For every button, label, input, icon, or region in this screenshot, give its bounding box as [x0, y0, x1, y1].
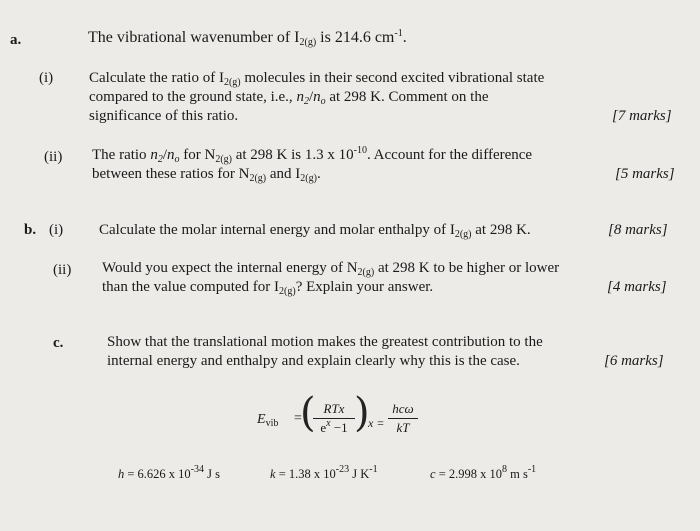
- part-a-ii-marks: [5 marks]: [615, 166, 675, 182]
- constant-c: c = 2.998 x $10^8$ m $s^{-1}$: [430, 464, 537, 481]
- part-b-ii-label: (ii): [53, 262, 72, 278]
- part-a-i-label: (i): [39, 70, 54, 86]
- formula-x-eq: x =: [368, 416, 385, 430]
- part-a-ii-line1: The ratio $n_2/n_o$ for $N_{2(g)}$ at 298 K is 1.3 x $10^{-10}$. Account for the difference: [92, 145, 533, 165]
- formula-den1: $e^x -1$: [320, 418, 348, 435]
- part-b-i-text: Calculate the molar internal energy and molar enthalpy of $I_{2(g)}$ at 298 K.: [99, 222, 531, 240]
- formula-evib: $E_{vib}$: [257, 412, 279, 429]
- part-b-i-marks: [8 marks]: [608, 222, 668, 238]
- formula-num2: hcω: [388, 401, 418, 419]
- formula-num1: RTx: [313, 401, 355, 419]
- part-a-i-line3: significance of this ratio.: [89, 108, 239, 124]
- formula-frac1: [313, 401, 355, 436]
- part-c-label: c.: [53, 335, 64, 351]
- part-a-i-line1: Calculate the ratio of $I_{2(g)}$ molecules in their second excited vibrational state: [89, 70, 545, 88]
- formula-den2: kT: [396, 420, 410, 435]
- part-b-ii-marks: [4 marks]: [607, 279, 667, 295]
- part-b-label: b.: [24, 222, 37, 238]
- formula-right-paren: ): [354, 390, 370, 436]
- part-c-marks: [6 marks]: [604, 353, 664, 369]
- part-a-i-line2: compared to the ground state, i.e., $n_2/n_o$ at 298 K. Comment on the: [89, 89, 489, 107]
- part-c-line1: Show that the translational motion makes the greatest contribution to the: [107, 334, 543, 350]
- formula-frac2: [388, 401, 418, 436]
- part-a-intro: The vibrational wavenumber of $I_{2(g)}$ is 214.6 $cm^{-1}$.: [88, 28, 407, 48]
- part-a-i-marks: [7 marks]: [612, 108, 672, 124]
- part-b-ii-line1: Would you expect the internal energy of $N_{2(g)}$ at 298 K to be higher or lower: [102, 260, 560, 278]
- constant-h: h = 6.626 x $10^{-34}$ J s: [118, 464, 221, 481]
- part-a-ii-line2: between these ratios for $N_{2(g)}$ and $I_{2(g)}$.: [92, 166, 321, 184]
- formula-left-paren: (: [300, 390, 316, 436]
- part-a-ii-label: (ii): [44, 149, 63, 165]
- part-b-i-label: (i): [49, 222, 64, 238]
- part-a-label: a.: [10, 32, 22, 48]
- formula-eq1: =: [294, 411, 302, 426]
- part-b-ii-line2: than the value computed for $I_{2(g)}$? Explain your answer.: [102, 279, 434, 297]
- part-c-line2: internal energy and enthalpy and explain clearly why this is the case.: [107, 353, 520, 369]
- constant-k: k = 1.38 x $10^{-23}$ J $K^{-1}$: [270, 464, 378, 481]
